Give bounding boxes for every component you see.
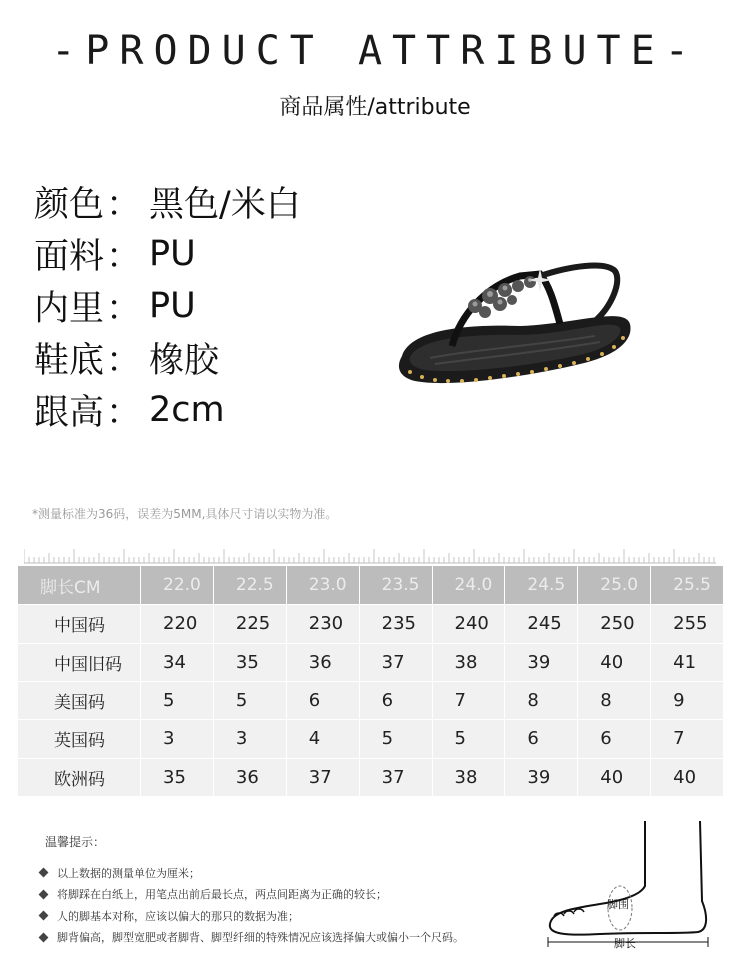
attribute-label: 面料 (34, 237, 105, 277)
attribute-label: 内里 (34, 289, 105, 329)
table-cell: 5 (359, 720, 432, 758)
attribute-row-lining (34, 280, 301, 332)
table-cell: 7 (651, 720, 724, 758)
table-cell: 40 (651, 758, 724, 796)
attribute-value: PU (149, 286, 196, 326)
table-row-label: 英国码 (18, 720, 141, 758)
tip-text: 脚背偏高，脚型宽肥或者脚背、脚型纤细的特殊情况应该选择偏大或偏小一个尺码。 (57, 931, 464, 945)
table-cell: 5 (213, 681, 286, 719)
attribute-separator: ： (106, 341, 142, 381)
attribute-row-sole (34, 332, 301, 384)
table-cell: 38 (432, 643, 505, 681)
table-cell: 34 (141, 643, 214, 681)
table-cell: 225 (213, 605, 286, 643)
table-cell: 41 (651, 643, 724, 681)
tip-item (38, 905, 464, 927)
table-cell: 6 (578, 720, 651, 758)
size-chart-table (17, 565, 724, 797)
table-cell: 36 (213, 758, 286, 796)
attribute-row-color (34, 176, 301, 228)
table-cell: 3 (141, 720, 214, 758)
table-cell: 5 (432, 720, 505, 758)
table-cell: 37 (286, 758, 359, 796)
table-cell: 37 (359, 643, 432, 681)
attribute-row-heel (34, 384, 301, 436)
table-cell: 230 (286, 605, 359, 643)
table-row-label: 欧洲码 (18, 758, 141, 796)
foot-width-label: 脚围 (607, 898, 629, 911)
table-cell: 245 (505, 605, 578, 643)
tip-item (38, 927, 464, 949)
attribute-value: 2cm (149, 390, 225, 430)
table-row (18, 605, 724, 643)
table-cell: 220 (141, 605, 214, 643)
tip-text: 以上数据的测量单位为厘米； (57, 866, 200, 880)
table-cell: 6 (505, 720, 578, 758)
table-cell: 3 (213, 720, 286, 758)
attribute-label: 跟高 (34, 393, 105, 433)
table-header-cell: 25.0 (578, 566, 651, 605)
attribute-separator: ： (106, 393, 142, 433)
table-cell: 8 (578, 681, 651, 719)
diamond-bullet-icon (39, 932, 49, 942)
attribute-label: 颜色 (34, 185, 105, 225)
table-row (18, 720, 724, 758)
diamond-bullet-icon (39, 911, 49, 921)
table-cell: 35 (141, 758, 214, 796)
table-cell: 39 (505, 758, 578, 796)
attribute-label: 鞋底 (34, 341, 105, 381)
table-cell: 4 (286, 720, 359, 758)
table-cell: 6 (359, 681, 432, 719)
table-header-cell: 22.0 (141, 566, 214, 605)
table-cell: 8 (505, 681, 578, 719)
table-header-row (18, 566, 724, 605)
tip-text: 人的脚基本对称，应该以偏大的那只的数据为准； (57, 909, 299, 923)
attribute-value: 橡胶 (149, 341, 220, 381)
table-cell: 6 (286, 681, 359, 719)
attribute-separator: ： (106, 289, 142, 329)
table-cell: 40 (578, 758, 651, 796)
table-cell: 40 (578, 643, 651, 681)
page-subtitle: 商品属性/attribute (279, 95, 471, 120)
table-cell: 37 (359, 758, 432, 796)
table-row-label: 中国码 (18, 605, 141, 643)
table-header-cell: 25.5 (651, 566, 724, 605)
table-cell: 7 (432, 681, 505, 719)
tip-item (38, 884, 464, 906)
page-title: -PRODUCT ATTRIBUTE- (51, 28, 699, 74)
table-cell: 36 (286, 643, 359, 681)
table-header-cell: 22.5 (213, 566, 286, 605)
table-row-label: 中国旧码 (18, 643, 141, 681)
table-cell: 250 (578, 605, 651, 643)
table-header-cell: 24.0 (432, 566, 505, 605)
table-cell: 255 (651, 605, 724, 643)
attribute-row-fabric (34, 228, 301, 280)
tips-list (38, 862, 464, 948)
table-row-label: 美国码 (18, 681, 141, 719)
table-header-cell: 23.5 (359, 566, 432, 605)
attribute-separator: ： (106, 237, 142, 277)
table-cell: 9 (651, 681, 724, 719)
tip-item (38, 862, 464, 884)
attribute-value: 黑色/米白 (149, 185, 301, 225)
attribute-separator: ： (106, 185, 142, 225)
table-cell: 38 (432, 758, 505, 796)
table-header-label: 脚长CM (18, 566, 141, 605)
ruler-graphic (24, 543, 716, 565)
table-header-cell: 23.0 (286, 566, 359, 605)
table-row (18, 643, 724, 681)
table-row (18, 681, 724, 719)
table-cell: 235 (359, 605, 432, 643)
table-cell: 240 (432, 605, 505, 643)
sandal-image (390, 246, 640, 406)
attribute-list (34, 176, 301, 436)
foot-length-label: 脚长 (614, 937, 636, 950)
diamond-bullet-icon (39, 868, 49, 878)
measurement-note: *测量标准为36码，误差为5MM,具体尺寸请以实物为准。 (32, 507, 338, 521)
attribute-value: PU (149, 234, 196, 274)
table-row (18, 758, 724, 796)
diamond-bullet-icon (39, 889, 49, 899)
table-cell: 39 (505, 643, 578, 681)
table-cell: 5 (141, 681, 214, 719)
tip-text: 将脚踩在白纸上，用笔点出前后最长点，两点间距离为正确的较长； (57, 888, 387, 902)
tips-title: 温馨提示： (45, 835, 106, 849)
table-header-cell: 24.5 (505, 566, 578, 605)
table-cell: 35 (213, 643, 286, 681)
